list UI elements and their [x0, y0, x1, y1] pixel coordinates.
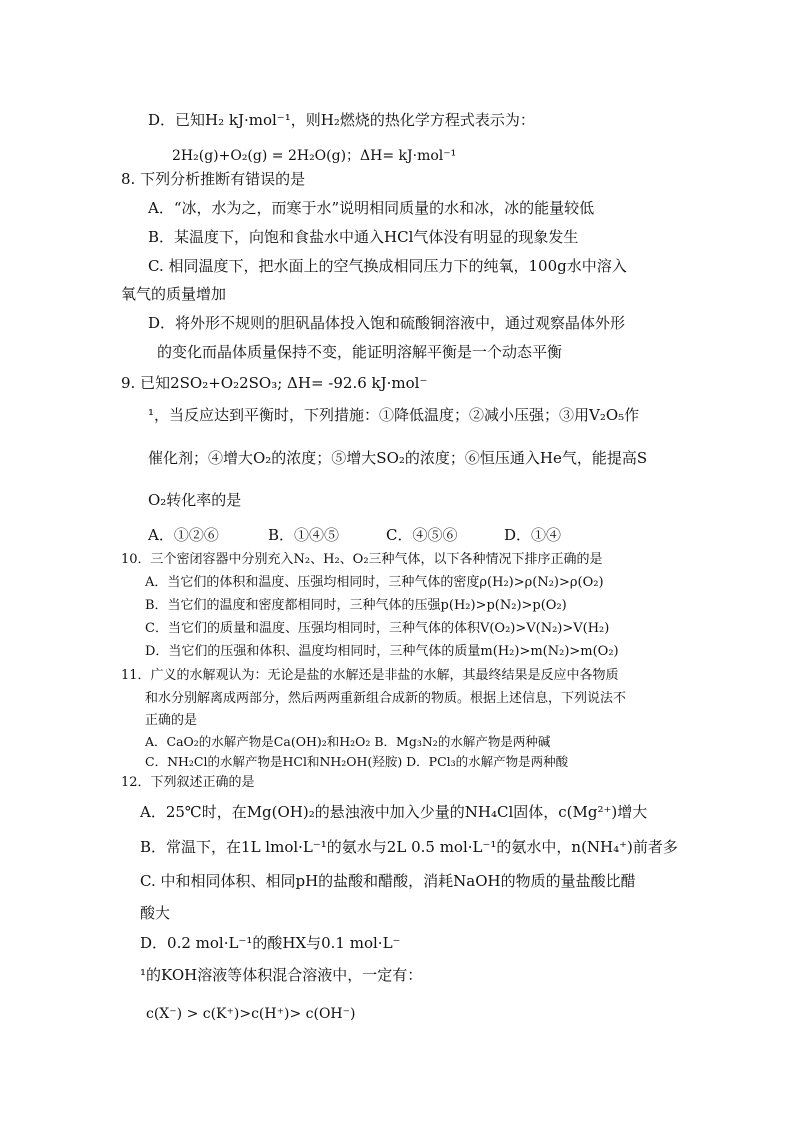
q8-option-c: C. 相同温度下，把水面上的空气换成相同压力下的纯氧，100g水中溶入	[148, 257, 627, 275]
q9-choice-b: B．①④⑤	[268, 526, 340, 544]
q10-option-b: B．当它们的温度和密度都相同时，三种气体的压强p(H₂)>p(N₂)>p(O₂)	[145, 598, 567, 613]
q12-option-d-inequality: c(X⁻) > c(K⁺)>c(H⁺)> c(OH⁻)	[146, 1006, 356, 1022]
q12-option-a: A．25℃时，在Mg(OH)₂的悬浊液中加入少量的NH₄Cl固体，c(Mg²⁺)增大	[140, 803, 648, 821]
q7-option-d-equation: 2H₂(g)+O₂(g) = 2H₂O(g)；ΔH= kJ·mol⁻¹	[172, 148, 457, 164]
q10-option-a: A．当它们的体积和温度、压强均相同时，三种气体的密度ρ(H₂)>ρ(N₂)>ρ(O₂)	[145, 575, 604, 590]
q12-option-b: B．常温下，在1L lmol·L⁻¹的氨水与2L 0.5 mol·L⁻¹的氨水中，n(NH₄⁺)前者多	[140, 838, 678, 856]
q8-option-b: B．某温度下，向饱和食盐水中通入HCl气体没有明显的现象发生	[148, 228, 579, 246]
q8-stem: 8. 下列分析推断有错误的是	[121, 170, 306, 188]
q11-stem-cont-1: 和水分别解离成两部分，然后两两重新组合成新的物质。根据上述信息，下列说法不	[145, 691, 627, 706]
q9-stem-cont-1: ¹，当反应达到平衡时，下列措施：①降低温度；②减小压强；③用V₂O₅作	[148, 406, 640, 424]
q8-option-d: D．将外形不规则的胆矾晶体投入饱和硫酸铜溶液中，通过观察晶体外形	[148, 314, 626, 332]
q9-stem-cont-3: O₂转化率的是	[148, 491, 242, 509]
q10-option-d: D．当它们的压强和体积、温度均相同时，三种气体的质量m(H₂)>m(N₂)>m(O₂)	[145, 644, 619, 659]
q11-options-ab: A．CaO₂的水解产物是Ca(OH)₂和H₂O₂ B．Mg₃N₂的水解产物是两种碱	[145, 734, 551, 749]
q9-choice-a: A．①②⑥	[148, 526, 219, 544]
q9-choice-d: D．①④	[504, 526, 562, 544]
q12-option-d: D．0.2 mol·L⁻¹的酸HX与0.1 mol·L⁻	[140, 934, 401, 952]
q9-choice-c: C．④⑤⑥	[386, 526, 458, 544]
q11-stem-cont-2: 正确的是	[145, 713, 198, 728]
q9-stem: 9. 已知2SO₂+O₂2SO₃; ΔH= -92.6 kJ·mol⁻	[121, 374, 428, 392]
q12-option-d-cont: ¹的KOH溶液等体积混合溶液中，一定有：	[140, 966, 423, 984]
q11-stem: 11．广义的水解观认为：无论是盐的水解还是非盐的水解，其最终结果是反应中各物质	[121, 668, 619, 683]
q7-option-d: D．已知H₂ kJ·mol⁻¹，则H₂燃烧的热化学方程式表示为：	[148, 111, 535, 129]
q8-option-a: A．“冰，水为之，而寒于水”说明相同质量的水和冰，冰的能量较低	[148, 199, 595, 217]
q11-options-cd: C．NH₂Cl的水解产物是HCl和NH₂OH(羟胺) D．PCl₃的水解产物是两种酸	[145, 754, 569, 769]
q10-option-c: C．当它们的质量和温度、压强均相同时，三种气体的体积V(O₂)>V(N₂)>V(H₂)	[145, 621, 610, 636]
q12-option-c-cont: 酸大	[140, 904, 171, 922]
q12-stem: 12．下列叙述正确的是	[121, 775, 255, 790]
q9-stem-cont-2: 催化剂；④增大O₂的浓度；⑤增大SO₂的浓度；⑥恒压通入He气，能提高S	[148, 449, 648, 467]
q8-option-d-cont: 的变化而晶体质量保持不变，能证明溶解平衡是一个动态平衡	[157, 343, 563, 361]
q10-stem: 10．三个密闭容器中分别充入N₂、H₂、O₂三种气体，以下各种情况下排序正确的是	[121, 552, 603, 567]
q12-option-c: C. 中和相同体积、相同pH的盐酸和醋酸，消耗NaOH的物质的量盐酸比醋	[140, 872, 636, 890]
q8-option-c-cont: 氧气的质量增加	[121, 285, 227, 303]
